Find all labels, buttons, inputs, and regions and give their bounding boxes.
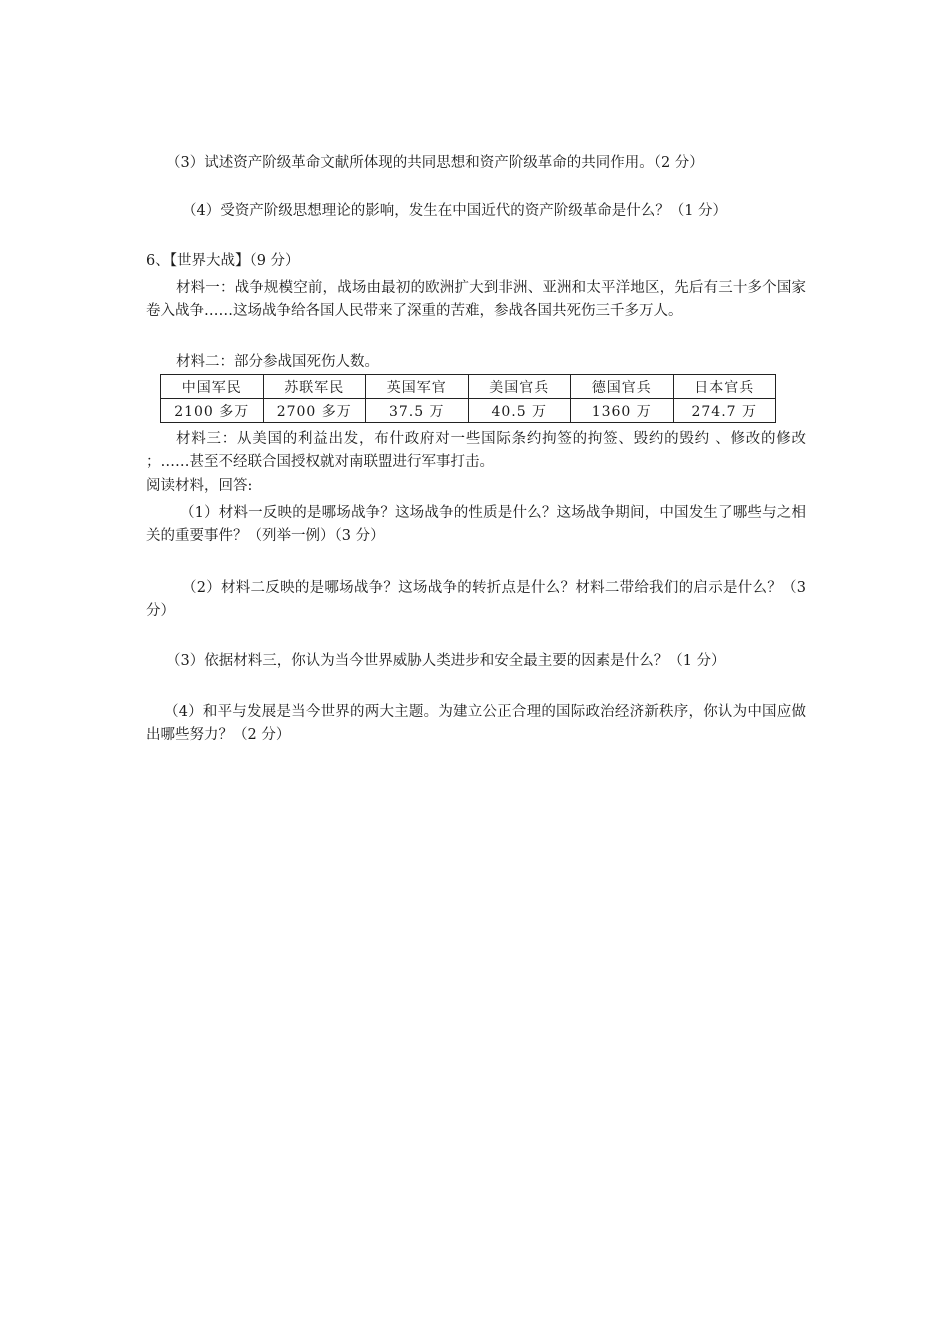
prev-question-3: （3）试述资产阶级革命文献所体现的共同思想和资产阶级革命的共同作用。（2 分） — [166, 155, 704, 171]
table-value-cell: 2100 多万 — [161, 399, 264, 423]
table-header-row — [161, 375, 776, 399]
table-header-cell: 苏联军民 — [263, 375, 366, 399]
table-header-cell: 日本官兵 — [673, 375, 776, 399]
prev-question-4: （4）受资产阶级思想理论的影响，发生在中国近代的资产阶级革命是什么？（1 分） — [182, 203, 728, 219]
material-2-intro: 材料二：部分参战国死伤人数。 — [176, 354, 379, 370]
table-value-cell: 274.7 万 — [673, 399, 776, 423]
question-3: （3）依据材料三，你认为当今世界威胁人类进步和安全最主要的因素是什么？（1 分） — [166, 653, 726, 669]
table-value-row — [161, 399, 776, 423]
material-1: 材料一：战争规模空前，战场由最初的欧洲扩大到非洲、亚洲和太平洋地区，先后有三十多个国家卷入战争……这场战争给各国人民带来了深重的苦难，参战各国共死伤三千多万人。 — [146, 280, 806, 319]
casualty-table — [160, 374, 776, 423]
material-3: 材料三：从美国的利益出发，布什政府对一些国际条约拘签的拘签、毁约的毁约 、修改的修改 ；……甚至不经联合国授权就对南联盟进行军事打击。 — [146, 431, 806, 470]
table-header-cell: 中国军民 — [161, 375, 264, 399]
section-6-heading: 6、【世界大战】（9 分） — [146, 253, 300, 269]
table-value-cell: 1360 万 — [571, 399, 674, 423]
instruction: 阅读材料，回答: — [146, 478, 253, 494]
table-header-cell: 美国官兵 — [468, 375, 571, 399]
table-value-cell: 40.5 万 — [468, 399, 571, 423]
table-value-cell: 2700 多万 — [263, 399, 366, 423]
question-4: （4）和平与发展是当今世界的两大主题。为建立公正合理的国际政治经济新秩序，你认为中国应做出哪些努力？（2 分） — [146, 704, 806, 743]
table-value-cell: 37.5 万 — [366, 399, 469, 423]
question-1: （1）材料一反映的是哪场战争？这场战争的性质是什么？这场战争期间，中国发生了哪些与之相关的重要事件？（列举一例）（3 分） — [146, 505, 806, 544]
table-header-cell: 德国官兵 — [571, 375, 674, 399]
table-header-cell: 英国军官 — [366, 375, 469, 399]
question-2: （2）材料二反映的是哪场战争？这场战争的转折点是什么？材料二带给我们的启示是什么？（3 分） — [146, 580, 806, 619]
